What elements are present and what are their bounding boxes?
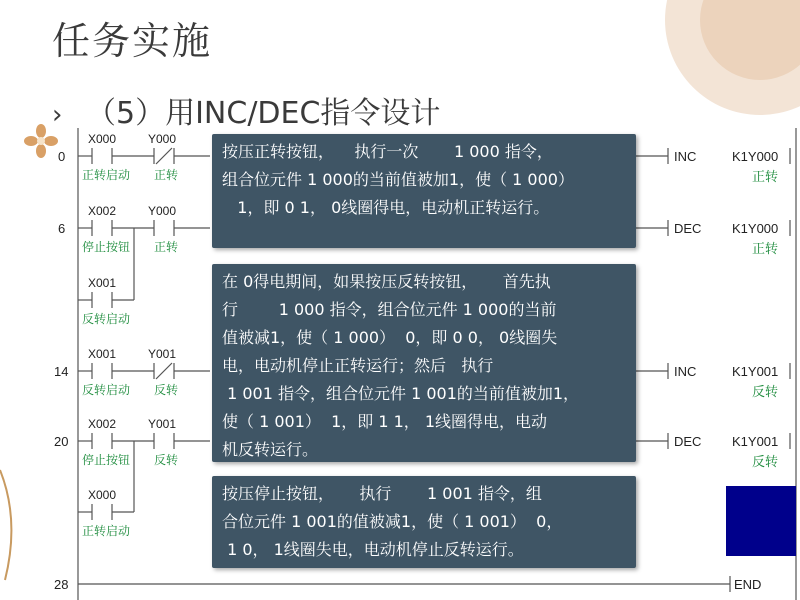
slide-title: 任务实施 <box>52 19 213 63</box>
contact-comment: 正转启动 <box>82 524 131 538</box>
contact-address: X000 <box>88 132 117 146</box>
rung-number: 14 <box>54 364 69 379</box>
rung-number: 28 <box>54 577 69 592</box>
instruction-operand: K1Y000 <box>732 221 779 236</box>
contact-comment: 正转 <box>154 168 179 182</box>
contact-address: X000 <box>88 488 117 502</box>
contact-comment: 反转 <box>154 453 179 467</box>
operand-comment: 正转 <box>752 242 779 257</box>
contact-address: X002 <box>88 204 117 218</box>
rung-number: 0 <box>58 149 66 164</box>
contact-comment: 反转 <box>154 383 179 397</box>
instruction-operand: K1Y000 <box>732 149 779 164</box>
operand-comment: 反转 <box>752 455 779 470</box>
instruction-operand: K1Y001 <box>732 364 779 379</box>
contact-address: X001 <box>88 276 117 290</box>
contact-comment: 正转启动 <box>82 168 131 182</box>
blue-rectangle <box>726 486 796 556</box>
contact-address: Y001 <box>148 347 177 361</box>
instruction-mnemonic: INC <box>674 149 697 164</box>
contact-comment: 停止按钮 <box>82 453 131 467</box>
operand-comment: 反转 <box>752 385 779 400</box>
contact-comment: 反转启动 <box>82 383 131 397</box>
section-subtitle <box>52 88 440 132</box>
contact-comment: 停止按钮 <box>82 240 131 254</box>
contact-address: Y000 <box>148 204 177 218</box>
contact-comment: 正转 <box>154 240 179 254</box>
subtitle-text: （5）用INC/DEC指令设计 <box>86 96 441 131</box>
rung-number: 20 <box>54 434 69 449</box>
contact-address: X001 <box>88 347 117 361</box>
instruction-mnemonic: DEC <box>674 434 702 449</box>
instruction-operand: K1Y001 <box>732 434 779 449</box>
contact-address: Y000 <box>148 132 177 146</box>
contact-address: Y001 <box>148 417 177 431</box>
rung-number: 6 <box>58 221 66 236</box>
contact-address: X002 <box>88 417 117 431</box>
callout-reverse-start: 在 0得电期间，如果按压反转按钮， 首先执 行 1 000 指令，组合位元件 1 000的当前 值被减1，使（ 1 000） 0，即 0 0， 0线圈失 电，电动机停止正转运行；然后 执行 1 001 指令，组合位元件 1 001的当前值被加1， 使（ 1 001） 1，即 1 1， 1线圈得电，电动 机反转运行。 <box>212 264 636 462</box>
instruction-mnemonic: DEC <box>674 221 702 236</box>
end-instruction: END <box>734 577 762 592</box>
instruction-mnemonic: INC <box>674 364 697 379</box>
contact-comment: 反转启动 <box>82 312 131 326</box>
bullet-chevron-icon: › <box>52 100 63 130</box>
operand-comment: 正转 <box>752 170 779 185</box>
callout-stop: 按压停止按钮， 执行 1 001 指令，组 合位元件 1 001的值被减1，使（ 1 001） 0， 1 0， 1线圈失电，电动机停止反转运行。 <box>212 476 636 568</box>
callout-forward-start: 按压正转按钮， 执行一次 1 000 指令， 组合位元件 1 000的当前值被加1，使（ 1 000） 1，即 0 1， 0线圈得电，电动机正转运行。 <box>212 134 636 248</box>
